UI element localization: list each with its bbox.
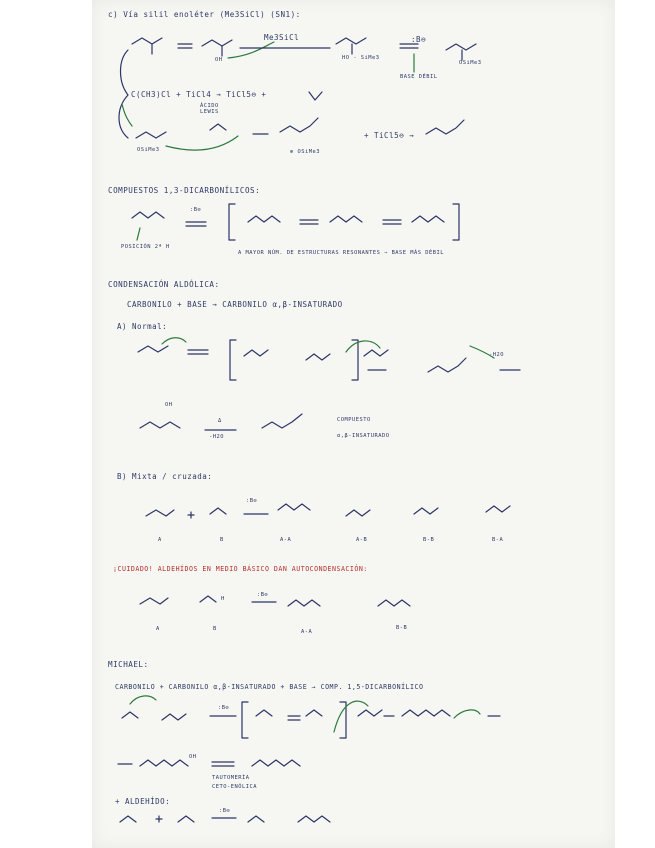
- resonance-bracket-right: [453, 204, 459, 240]
- label-oh: OH: [215, 57, 223, 63]
- mix-label-aa: A-A: [280, 537, 292, 543]
- enolate-3: [412, 216, 444, 222]
- michael-adduct: [402, 710, 450, 716]
- resonance-bracket-left: [229, 204, 235, 240]
- attack-arrow-2: [166, 136, 238, 150]
- beta-hydroxy: [140, 422, 180, 428]
- michael-proton-arrow: [454, 710, 480, 718]
- label-ceto-enolica: CETO-ENÓLICA: [212, 784, 257, 790]
- label-delta: Δ: [218, 418, 222, 424]
- michael-acceptor: [162, 714, 186, 720]
- equilibrium-arrow-2: [400, 44, 418, 48]
- warn-label-a: A: [156, 626, 160, 632]
- michael-general: CARBONILO + CARBONILO α,β-INSATURADO + BASE → COMP. 1,5-DICARBONÍLICO: [115, 683, 424, 691]
- aldol-ketone: [138, 346, 168, 352]
- label-b-minus-2: :B⊖: [246, 498, 258, 504]
- note-resonance: A MAYOR NÚM. DE ESTRUCTURAS RESONANTES ⇒ BASE MÁS DÉBIL: [238, 250, 444, 256]
- warn-label-b: B: [213, 626, 217, 632]
- aldehyde-product-2: [298, 816, 330, 822]
- connector-arrow: [122, 104, 132, 126]
- mix-ab: [346, 510, 370, 516]
- michael-resonance: [288, 716, 300, 720]
- equilibrium-arrow-4: [188, 350, 208, 354]
- section-13-title: COMPUESTOS 1,3-DICARBONÍLICOS:: [108, 186, 261, 195]
- warn-label-aa: A-A: [301, 629, 313, 635]
- aldol-general: CARBONILO + BASE → CARBONILO α,β-INSATURADO: [127, 300, 343, 309]
- attack-arrow: [228, 42, 274, 58]
- label-ho-sime3: HO - SiMe3: [342, 55, 380, 61]
- equilibrium-arrow: [178, 44, 192, 48]
- silyl-enol-ether: [446, 44, 476, 50]
- michael-enolate-2: [306, 710, 322, 716]
- mix-label-a: A: [158, 537, 162, 543]
- resonance-arrow-2: [383, 220, 401, 224]
- enolate-2: [330, 216, 362, 222]
- section-c-title: c) Vía silil enoléter (Me3SiCl) (SN1):: [108, 10, 301, 19]
- label-posicion: POSICIÓN 2ª H: [121, 244, 170, 250]
- mix-bb: [414, 508, 438, 514]
- enone-product: [262, 414, 302, 428]
- section-aldol-title: CONDENSACIÓN ALDÓLICA:: [108, 280, 220, 289]
- product-skeleton: [280, 118, 318, 132]
- michael-deprot-arrow: [130, 696, 156, 704]
- mix-label-b: B: [220, 537, 224, 543]
- tert-butyl: [309, 92, 322, 100]
- label-compuesto: COMPUESTO: [337, 417, 371, 423]
- warning-aldehydes: ¡CUIDADO! ALDEHÍDOS EN MEDIO BÁSICO DAN AUTOCONDENSACIÓN:: [113, 565, 368, 573]
- plus-aldehido: + ALDEHÍDO:: [115, 797, 171, 806]
- aldehyde: [178, 816, 194, 822]
- label-osime3-3: ⊕ OSiMe3: [290, 149, 320, 155]
- aldol-enolate: [244, 350, 268, 356]
- warn-bb: [378, 600, 410, 606]
- michael-acceptor-2: [358, 710, 382, 716]
- aldol-bracket-right: [352, 340, 358, 380]
- label-base: :B⊖: [411, 35, 427, 44]
- dicarbonyl-product: [252, 760, 300, 766]
- enol-skeleton: [202, 40, 232, 46]
- michael-ketone: [122, 712, 138, 718]
- silyl-intermediate: [336, 38, 366, 44]
- warn-label-bb: B-B: [396, 625, 408, 631]
- mix-aa: [278, 504, 310, 510]
- aldehyde-product-1: [248, 816, 264, 822]
- step-c2-reagents: C(CH3)Cl + TiCl4 → TiCl5⊖ +: [131, 90, 267, 99]
- warn-aa: [288, 600, 320, 606]
- label-osime3-2: OSiMe3: [137, 147, 160, 153]
- label-b-minus-3: :B⊖: [257, 592, 269, 598]
- michael-enolate-1: [256, 710, 272, 716]
- mix-label-ab: A-B: [356, 537, 368, 543]
- label-oh-2: OH: [165, 402, 173, 408]
- label-h2o-1: -H2O: [489, 352, 504, 358]
- michael-enol-product: [140, 760, 188, 766]
- label-tautomeria: TAUTOMERÍA: [212, 775, 250, 781]
- scheme-bracket: [119, 50, 128, 138]
- label-ticl5: + TiCl5⊖ →: [364, 131, 415, 140]
- label-h2o-2: -H2O: [209, 434, 224, 440]
- mix-ba: [486, 506, 510, 512]
- aldol-attack-arrow: [346, 341, 380, 352]
- dehydration-arrow: [470, 346, 494, 358]
- label-h: H: [221, 596, 225, 602]
- ketone-skeleton: [132, 38, 162, 44]
- mix-label-ba: B-A: [492, 537, 504, 543]
- aldol-bracket-left: [230, 340, 236, 380]
- aldol-adduct: [428, 358, 466, 372]
- enol-ether-2: [136, 132, 166, 138]
- alpha-pointer: [137, 228, 140, 240]
- aldol-acceptor: [364, 350, 388, 356]
- equilibrium-arrow-3: [186, 222, 206, 226]
- subsection-b: B) Mixta / cruzada:: [117, 472, 213, 481]
- resonance-arrow-1: [300, 220, 318, 224]
- label-ab-insat: α,β-INSATURADO: [337, 433, 390, 439]
- warn-b: [200, 596, 216, 602]
- enolate-1: [248, 216, 280, 222]
- label-b-minus-4: :B⊖: [218, 705, 230, 711]
- michael-attack-arrow: [334, 701, 368, 732]
- tautomer-arrows: [212, 762, 234, 766]
- diketone: [132, 212, 164, 218]
- michael-bracket-left: [242, 702, 248, 738]
- subsection-a: A) Normal:: [117, 322, 168, 331]
- mix-b: [210, 508, 226, 514]
- mix-a: [146, 510, 174, 516]
- aldol-enolate-2: [306, 354, 330, 360]
- label-osime3-1: OSiMe3: [459, 60, 482, 66]
- label-base-debil: BASE DÉBIL: [400, 74, 438, 80]
- reagent-me3sicl: Me3SiCl: [264, 33, 300, 42]
- warn-a: [140, 598, 168, 604]
- cation: [210, 124, 226, 130]
- deprotonation-arrow: [162, 338, 186, 344]
- mix-label-bb: B-B: [423, 537, 435, 543]
- label-acido-lewis: ÁCIDO LEWIS: [200, 103, 219, 115]
- label-b-minus-5: :B⊖: [219, 808, 231, 814]
- section-michael-title: MICHAEL:: [108, 660, 149, 669]
- label-oh-3: OH: [189, 754, 197, 760]
- final-ketone: [426, 120, 464, 134]
- aldehyde-acceptor: [120, 816, 136, 822]
- label-b-minus: :B⊖: [190, 207, 202, 213]
